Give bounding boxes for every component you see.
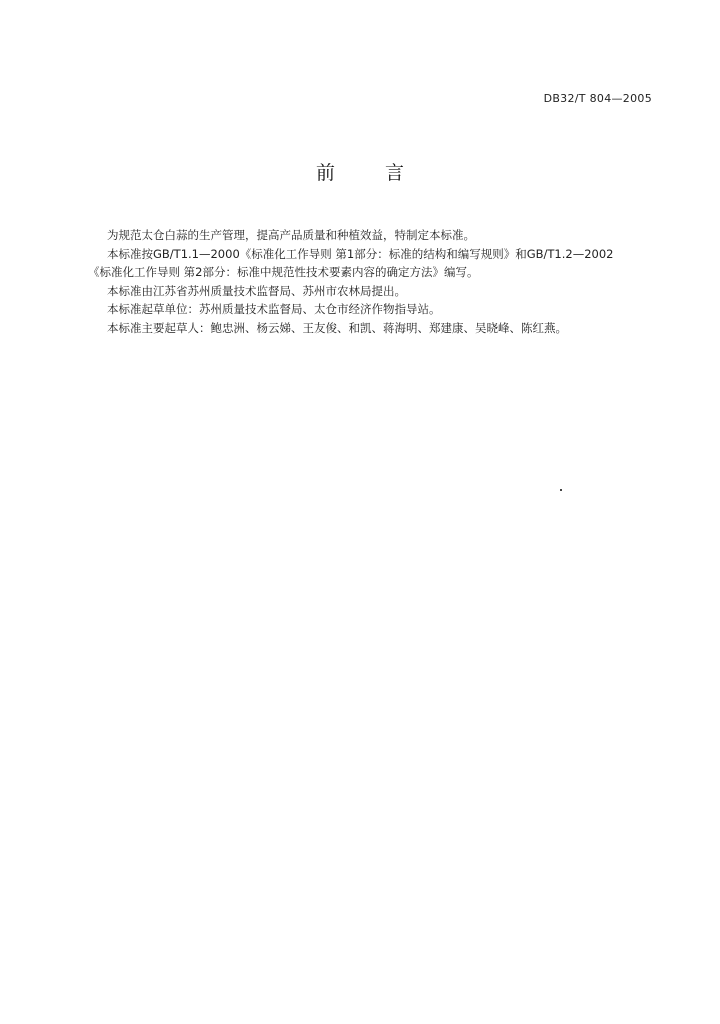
foreword-body: [88, 226, 658, 337]
paragraph-proposer: 本标准由江苏省苏州质量技术监督局、苏州市农林局提出。: [107, 283, 406, 298]
paragraph-drafters: 本标准主要起草人：鲍忠洲、杨云娣、王友俊、和凯、蒋海明、郑建康、吴晓峰、陈红燕。: [107, 320, 567, 335]
paragraph-drafting-unit: 本标准起草单位：苏州质量技术监督局、太仓市经济作物指导站。: [107, 302, 441, 316]
page-title: 前 言: [315, 162, 427, 184]
document-code: DB32/T 804—2005: [543, 92, 652, 105]
paragraph-basis: 本标准按GB/T1.1—2000《标准化工作导则 第1部分：标准的结构和编写规则》和GB/T1.2—2002: [107, 246, 614, 261]
paragraph-purpose: 为规范太仓白蒜的生产管理，提高产品质量和种植效益，特制定本标准。: [107, 228, 475, 242]
stray-mark: [560, 489, 562, 491]
paragraph-basis-continued: 《标准化工作导则 第2部分：标准中规范性技术要素内容的确定方法》编写。: [88, 265, 479, 279]
